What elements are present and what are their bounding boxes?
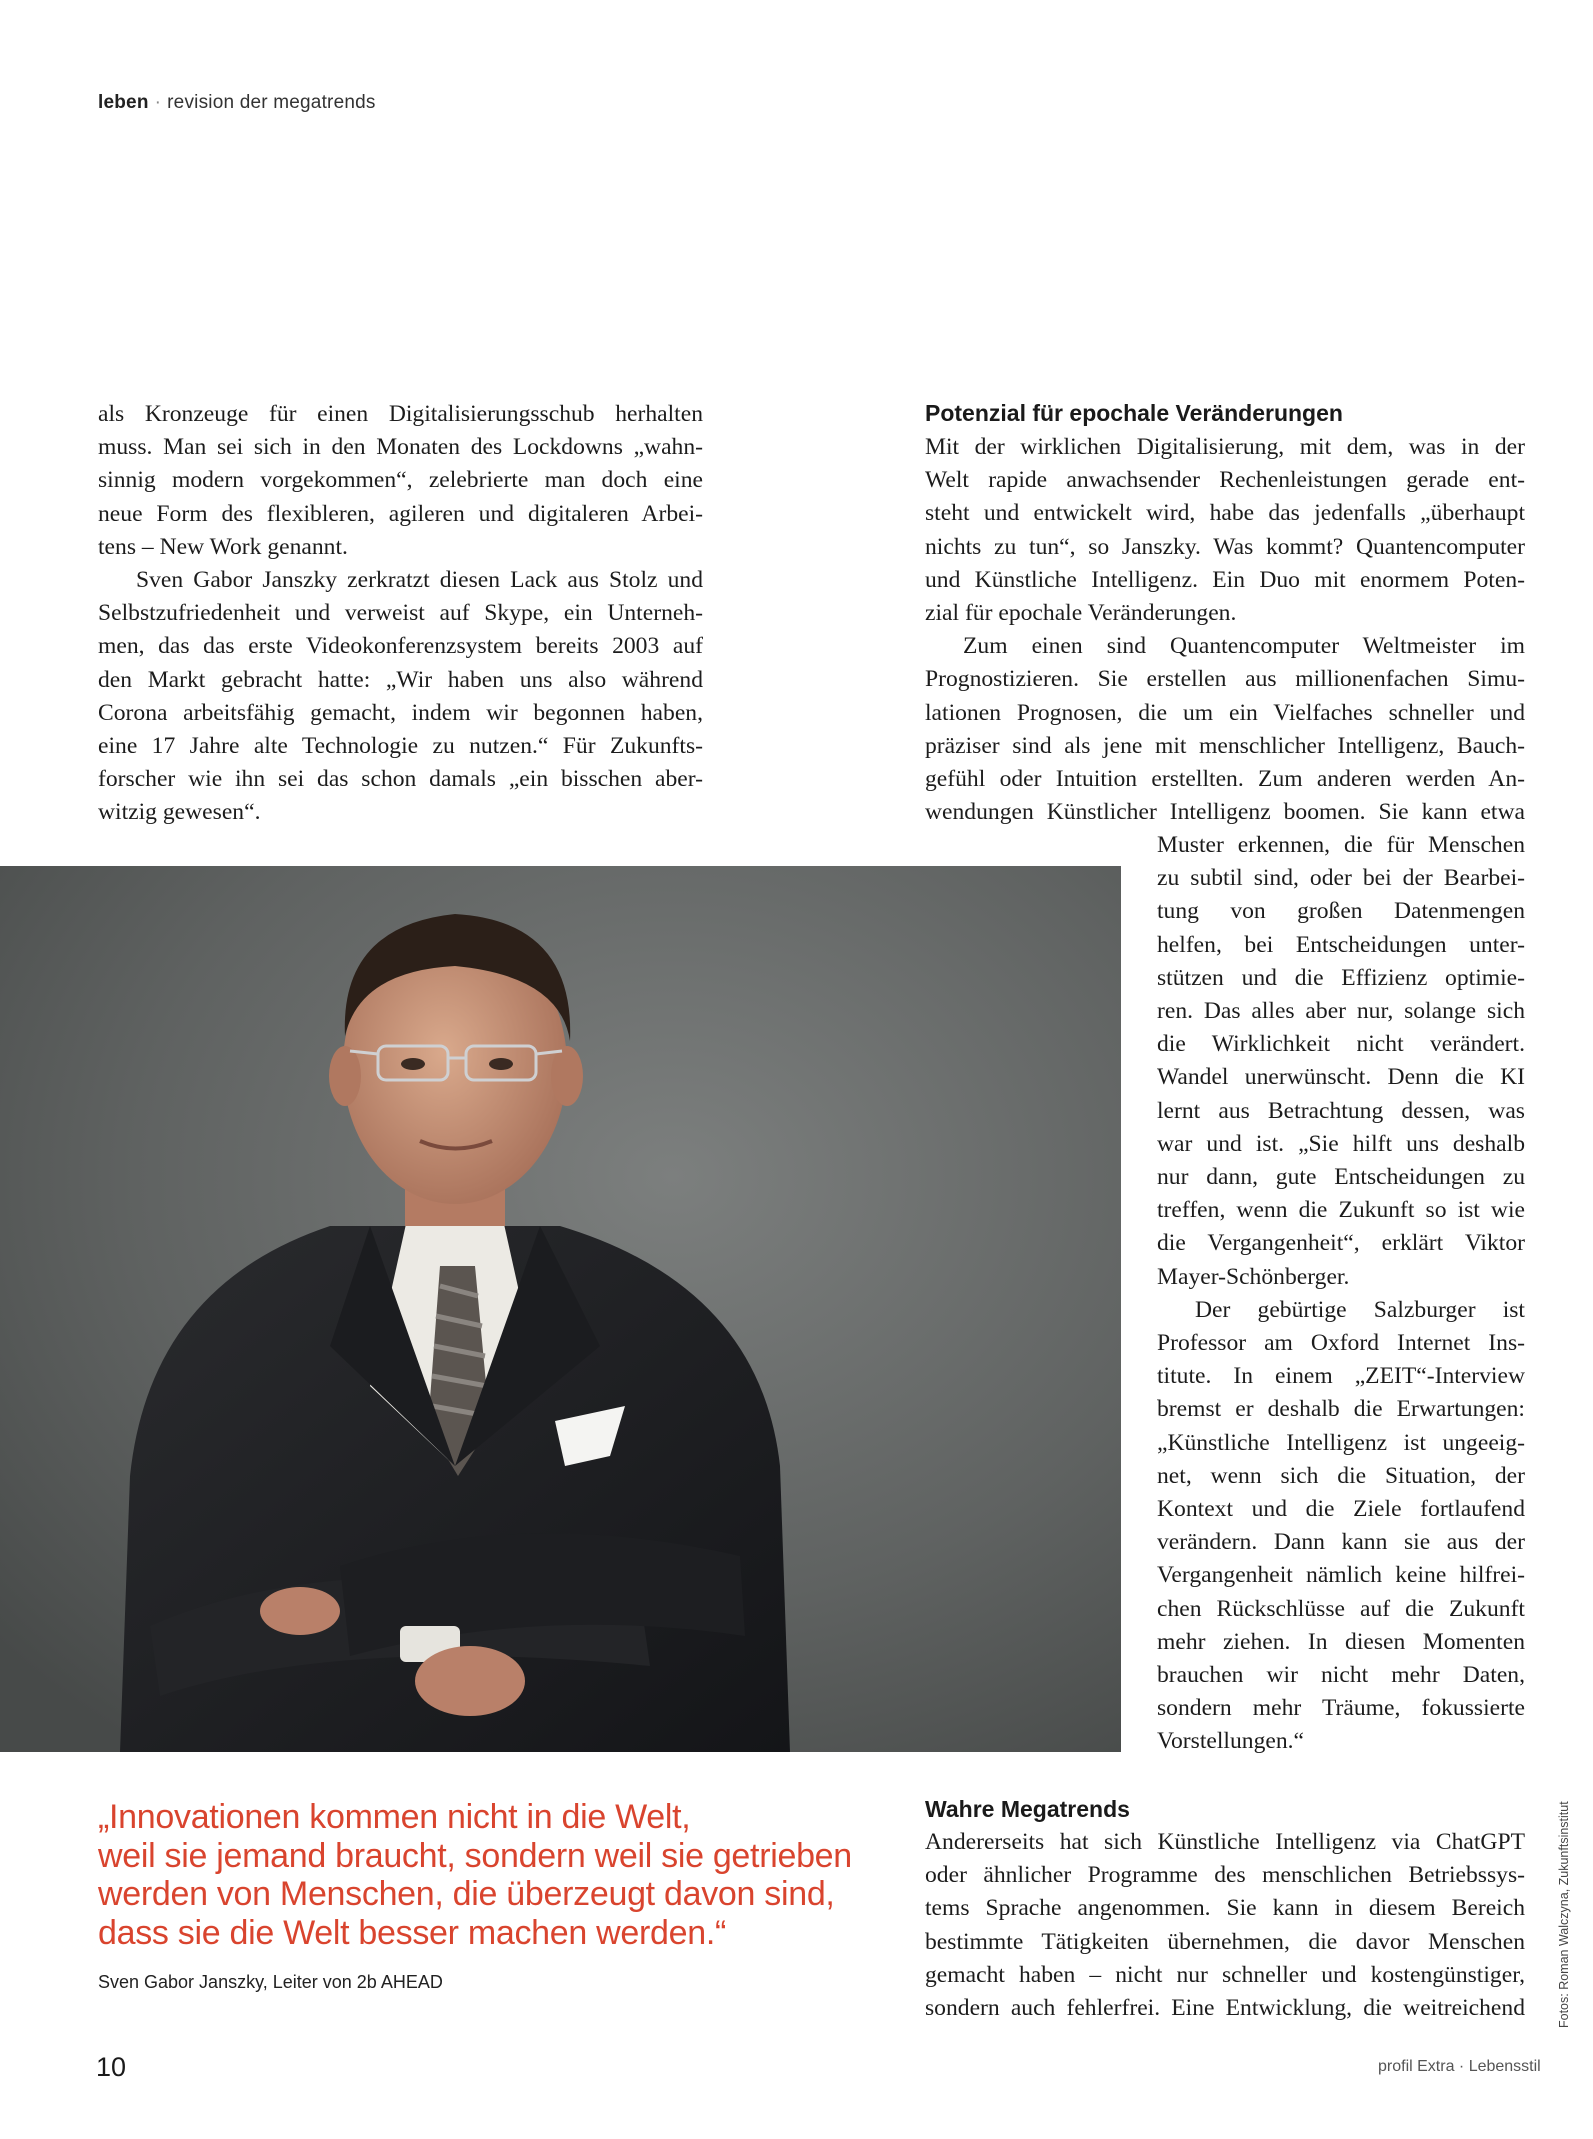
text-line: verändern. Dann kann sie aus der	[1157, 1529, 1525, 1556]
text-line: helfen, bei Entscheidungen unter-	[1157, 931, 1525, 958]
page-number: 10	[96, 2052, 127, 2082]
text-line: Kontext und die Ziele fortlaufend	[1157, 1496, 1525, 1523]
text-line: „Künstliche Intelligenz ist ungeeig-	[1157, 1429, 1525, 1456]
text-line: neue Form des flexibleren, agileren und digitaleren Arbei-	[98, 500, 703, 527]
text-line: tung von großen Datenmengen	[1157, 898, 1525, 925]
text-line: Wandel unerwünscht. Denn die KI	[1157, 1064, 1525, 1091]
quote-line: dass sie die Welt besser machen werden.“	[98, 1913, 727, 1952]
text-line: lernt aus Betrachtung dessen, was	[1157, 1097, 1525, 1124]
text-line: titute. In einem „ZEIT“-Interview	[1157, 1363, 1525, 1390]
text-line: Prognostizieren. Sie erstellen aus millionenfachen Simu-	[925, 666, 1525, 693]
text-line: war und ist. „Sie hilft uns deshalb	[1157, 1130, 1525, 1157]
text-line: Professor am Oxford Internet Ins-	[1157, 1330, 1525, 1357]
text-line: Muster erkennen, die für Menschen	[1157, 832, 1525, 858]
pull-quote	[98, 1798, 852, 1952]
text-line: tems Sprache angenommen. Sie kann in diesem Bereich	[925, 1895, 1525, 1922]
text-line: gemacht haben – nicht nur schneller und kostengünstiger,	[925, 1961, 1525, 1988]
text-line: steht und entwickelt wird, habe das jedenfalls „überhaupt	[925, 500, 1525, 527]
text-line: brauchen wir nicht mehr Daten,	[1157, 1662, 1525, 1689]
text-line: die Wirklichkeit nicht verändert.	[1157, 1031, 1525, 1058]
subhead-wahre-megatrends: Wahre Megatrends	[925, 1796, 1130, 1822]
header-topic: revision der megatrends	[167, 92, 376, 113]
text-line: net, wenn sich die Situation, der	[1157, 1462, 1525, 1489]
text-line: sondern mehr Träume, fokussierte	[1157, 1695, 1525, 1722]
text-line: witzig gewesen“.	[98, 799, 261, 826]
text-line: eine 17 Jahre alte Technologie zu nutzen.“ Für Zukunfts-	[98, 733, 703, 760]
text-line: bestimmte Tätigkeiten übernehmen, die davor Menschen	[925, 1928, 1525, 1955]
right-column-bottom	[925, 1826, 1525, 2025]
text-line: mehr ziehen. In diesen Momenten	[1157, 1628, 1525, 1655]
header-section: leben	[98, 92, 149, 113]
text-line: Corona arbeitsfähig gemacht, indem wir begonnen haben,	[98, 699, 703, 726]
portrait-photo	[0, 866, 1121, 1752]
text-line: tens – New Work genannt.	[98, 533, 348, 560]
photo-credit: Fotos: Roman Walczyna, Zukunftsinstitut	[1557, 1801, 1571, 2028]
text-line: ren. Das alles aber nur, solange sich	[1157, 998, 1525, 1025]
quote-attribution: Sven Gabor Janszky, Leiter von 2b AHEAD	[98, 1972, 443, 1992]
text-line: oder ähnlicher Programme des menschlichen Betriebssys-	[925, 1862, 1525, 1889]
text-line: stützen und die Effizienz optimie-	[1157, 964, 1525, 991]
publication-footer: profil Extra · Lebensstil	[1378, 2058, 1541, 2075]
text-line: als Kronzeuge für einen Digitalisierungsschub herhalten	[98, 401, 703, 427]
text-line: bremst er deshalb die Erwartungen:	[1157, 1396, 1525, 1423]
text-line: sondern auch fehlerfrei. Eine Entwicklung, die weitreichend	[925, 1995, 1525, 2022]
text-line: Andererseits hat sich Künstliche Intelligenz via ChatGPT	[925, 1829, 1525, 1855]
text-line: Welt rapide anwachsender Rechenleistungen gerade ent-	[925, 467, 1525, 494]
text-line: Mit der wirklichen Digitalisierung, mit dem, was in der	[925, 434, 1525, 460]
portrait-illustration	[0, 866, 1121, 1752]
text-line: sinnig modern vorgekommen“, zelebrierte man doch eine	[98, 467, 703, 494]
text-line: Selbstzufriedenheit und verweist auf Skype, ein Unterneh-	[98, 600, 703, 627]
text-line: zu subtil sind, oder bei der Bearbei-	[1157, 865, 1525, 892]
text-line: men, das das erste Videokonferenzsystem bereits 2003 auf	[98, 633, 703, 660]
text-line: Der gebürtige Salzburger ist	[1195, 1296, 1525, 1323]
left-column	[98, 398, 703, 830]
right-column-wide	[925, 431, 1525, 829]
text-line: und Künstliche Intelligenz. Ein Duo mit enormem Poten-	[925, 566, 1525, 593]
text-line: Vorstellungen.“	[1157, 1728, 1304, 1755]
subhead-potenzial: Potenzial für epochale Veränderungen	[925, 400, 1343, 426]
quote-line: weil sie jemand braucht, sondern weil sie getrieben	[98, 1836, 852, 1875]
text-line: Mayer-Schönberger.	[1157, 1263, 1350, 1290]
text-line: forscher wie ihn sei das schon damals „ein bisschen aber-	[98, 766, 703, 793]
header-separator: ·	[154, 92, 162, 113]
quote-line: „Innovationen kommen nicht in die Welt,	[98, 1798, 691, 1836]
text-line: muss. Man sei sich in den Monaten des Lockdowns „wahn-	[98, 434, 703, 461]
text-line: gefühl oder Intuition erstellten. Zum anderen werden An-	[925, 766, 1525, 793]
text-line: wendungen Künstlicher Intelligenz boomen. Sie kann etwa	[925, 799, 1525, 826]
right-column-narrow	[1157, 829, 1525, 1759]
text-line: präziser sind als jene mit menschlicher Intelligenz, Bauch-	[925, 732, 1525, 759]
text-line: chen Rückschlüsse auf die Zukunft	[1157, 1595, 1525, 1622]
text-line: zial für epochale Veränderungen.	[925, 600, 1237, 627]
text-line: den Markt gebracht hatte: „Wir haben uns also während	[98, 666, 703, 693]
text-line: nur dann, gute Entscheidungen zu	[1157, 1164, 1525, 1191]
text-line: lationen Prognosen, die um ein Vielfaches schneller und	[925, 699, 1525, 726]
text-line: Zum einen sind Quantencomputer Weltmeister im	[963, 633, 1525, 660]
text-line: Sven Gabor Janszky zerkratzt diesen Lack aus Stolz und	[136, 567, 703, 594]
text-line: Vergangenheit nämlich keine hilfrei-	[1157, 1562, 1525, 1589]
text-line: treffen, wenn die Zukunft so ist wie	[1157, 1197, 1525, 1224]
text-line: nichts zu tun“, so Janszky. Was kommt? Quantencomputer	[925, 533, 1525, 560]
text-line: die Vergangenheit“, erklärt Viktor	[1157, 1230, 1525, 1257]
running-header	[98, 92, 376, 114]
quote-line: werden von Menschen, die überzeugt davon sind,	[98, 1875, 835, 1913]
